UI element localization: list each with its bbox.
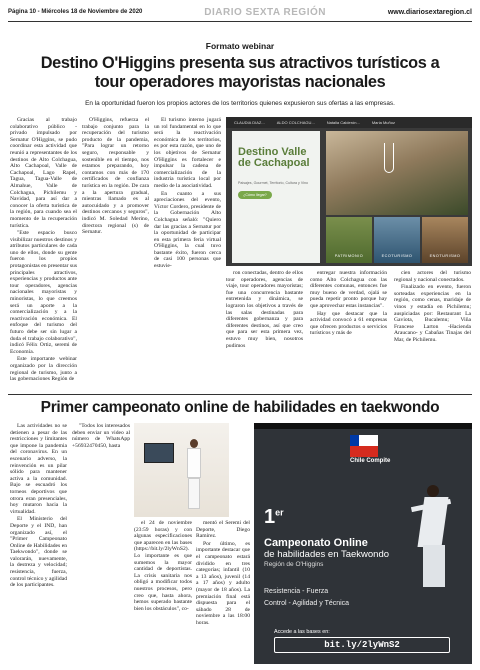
page-date: Página 10 - Miércoles 18 de Noviembre de 2020	[8, 9, 143, 15]
paragraph: Finalizado en evento, fueron sorteadas experiencias en la región, como cenas, maridaje de vinos y estadía en Pichilemu; auspiciadas por: Restaurant La Gaviota, Bucalemu; Viña Francese Larton -Hacienda Araucano- y Cabañas Tinajas del Mar, de Pichilemu.	[394, 284, 471, 343]
wine-glass-icon	[384, 143, 394, 173]
section-rule	[8, 394, 472, 395]
paragraph: Las actividades no se detienen a pesar de las restricciones y limitantes que impone la pandemia del coronavirus. En un escenario adverso, la reinvención es un pilar sólido para mantener activa a la comunidad. Bajo se escuadró los torneos deportivos que otrora eran presenciales, hoy mutaron hacia la virtualidad.	[10, 423, 67, 515]
tv-icon	[144, 443, 174, 463]
paragraph: Hay que destacar que la actividad convocó a 61 empresas que ofrecen productos o servicios turísticos y más de	[310, 310, 387, 337]
paragraph: O'Higgins, refuerza el trabajo conjunto para la recuperación del turismo producto de la pandemia, "Para lograr un retorno seguro, responsable y sostenible en el tiempo, nos estamos preparando, hoy contamos con más de 170 certificados de confianza turística en la región. De cara a la apertura gradual, mientras llamado es al autocuidado y a promover destinos cercanos y seguros", indicó M. Soledad Merino, directora regional (s) de Sernatur.	[82, 117, 149, 236]
participant-name: Maria Muñoz	[371, 120, 395, 125]
ad-cta: Accede a las bases en:	[274, 629, 330, 635]
paragraph: El turismo interno jugará un rol fundamental en lo que será la reactivación económica de los territorios, es por esta razón, que uno de los objetivos de Sernatur O'Higgins es fortalecer e impulsar la cadena de comercialización de la industria turística local por medio de la asociatividad.	[154, 117, 221, 189]
flag-blue	[350, 435, 359, 446]
paragraph: En cuanto a sus apreciaciones del evento, Víctor Cordero, presidente de la Gobernación Alto Colchagua señaló: "Quiero dar las gracias a Sernatur por la oportunidad de participar en esta primera feria virtual O'Higgins, la cual tuvo bastante éxito, fueron cerca de casi 100 personas que estuvie-	[154, 190, 221, 270]
ad-title: Campeonato Online	[264, 537, 368, 549]
article1-subhead: En la oportunidad fueron los propios actores de los territorios quienes expusieron sus ofertas a las empresas.	[85, 100, 395, 107]
athlete-body	[187, 448, 201, 478]
ordinal-number: 1	[264, 506, 276, 528]
ad-skills-1: Resistencia - Fuerza	[264, 588, 329, 595]
article1-headline: Destino O'Higgins presenta sus atractivos turísticos a tour operadores mayoristas nacionales	[40, 53, 440, 91]
tile-enoturismo[interactable]: ENOTURISMO	[422, 217, 468, 263]
masthead: DIARIO SEXTA REGIÓN	[204, 6, 326, 18]
paragraph: cien actores del turismo regional y nacional conectados.	[394, 270, 471, 283]
participant-name: Natalia Calderón...	[326, 120, 360, 125]
paragraph: Por último, es importante destacar que el campeonato estará dividido en tres categorías; infantil (10 a 13 años), juvenil (14 a 17 años) y adulto (mayor de 18 años). La premiación final está dispuesta para el sábado 28 de noviembre a las 18:00 horas.	[196, 540, 250, 626]
participant-name: ALDO COLCHAGU...	[276, 120, 315, 125]
chile-compite-logo: Chile Compite	[350, 458, 391, 464]
paragraph: Este importante webinar organizado por la dirección regional de turismo, junto a las gobernaciones Región de	[10, 356, 77, 383]
paragraph: ron conectadas, dentro de ellos tour operadores, agencias de viaje, tour operadores mayoristas; fue una concurrencia bastante entretenida y dinámica, se lograron los objetivos a través de las salas destinadas para diferentes gobernanza y para diferentes destinos, así que creo que para ser esta primera vez, estuvo muy bien, nosotros pudimos	[226, 270, 303, 349]
athlete-head	[427, 485, 439, 497]
athlete-kick-figure	[409, 481, 457, 591]
article1-kicker: Formato webinar	[205, 41, 275, 51]
paragraph: "Este espacio busco visibilizar nuestros destinos y atributos particulares de cada uno de ellos, donde su gente fueron los propios protagonistas en presentar sus principales atractivos, experiencias y productos ante tour operadores, agencias nacionales mayoristas y minoristas, lo que creemos será un aporte a la comercialización y a la reactivación económica. El enfoque del turismo del futuro debe ser sin lugar a duda el trabajo colaborativo", indicó Félix Ortiz, seremi de Economía.	[10, 230, 77, 355]
flag-red	[350, 446, 378, 457]
athlete-legs	[188, 478, 200, 509]
how-to-arrive-button[interactable]: ¿Cómo llegar?	[238, 191, 272, 199]
header-rule	[8, 21, 472, 22]
paragraph: El Ministerio del Deporte y el IND, han organizado así, el "Primer Campeonato Online de Habilidades en Taekwondo", donde se valorarán, nuevamente, la destreza y velocidad; resistencia, fuerza, control técnico y agilidad de los participantes.	[10, 516, 67, 589]
article2-column-4	[196, 520, 250, 664]
ad-url-link[interactable]: bit.ly/2lyWnS2	[274, 637, 450, 653]
destination-title: Destino Valle de Cachapoal	[238, 146, 310, 169]
page-header	[8, 4, 472, 20]
article1-column-5	[310, 270, 387, 390]
webinar-screenshot	[226, 117, 472, 266]
athlete-figure	[186, 439, 202, 509]
paragraph: "Todos los interesados deben enviar un video al número de WhatsApp +56932470450, hasta	[72, 423, 130, 449]
article2-column-3	[134, 520, 192, 664]
tile-patrimonio[interactable]: PATRIMONIO	[326, 217, 372, 263]
article2-column-2	[72, 423, 130, 664]
article1-column-6	[394, 270, 471, 390]
article1-column-3	[154, 117, 221, 389]
ad-top-stripe	[254, 423, 472, 429]
tile-ecoturismo[interactable]: ECOTURISMO	[374, 217, 420, 263]
chile-flag-icon	[350, 435, 378, 457]
article1-column-1	[10, 117, 77, 389]
wine-photo	[326, 131, 468, 215]
flag-white	[359, 435, 378, 446]
ad-skills-2: Control - Agilidad y Técnica	[264, 600, 350, 607]
taekwondo-ad	[254, 423, 472, 664]
category-tiles	[326, 217, 468, 263]
ordinal-suffix: er	[275, 507, 284, 518]
article1-column-4	[226, 270, 303, 390]
website-link[interactable]: www.diariosextaregion.cl	[387, 8, 472, 16]
ad-region: Región de O'Higgins	[264, 561, 324, 568]
destination-tagline: Paisajes, Gourmet, Territorio, Cultura y Vino	[238, 181, 308, 185]
paragraph: mentó el Seremi del Deporte, Diego Ramírez.	[196, 520, 250, 540]
ad-ordinal	[264, 506, 284, 529]
paragraph: el 24 de noviembre (23:59 horas) y con algunas especificaciones que aparecen en las bases (https://bit.ly/2lyWnS2). Lo importante es que sumemos la mayor cantidad de deportistas. La crisis sanitaria nos obligó a modificar todos nuestros procesos, pero creo que, hasta ahora, hemos superado bastante bien los obstáculos", co-	[134, 520, 192, 612]
paragraph: Gracias al trabajo colaborativo público - privado impulsado por Sernatur O'Higgins, se pudo coordinar esta actividad que reunió a representantes de los destinos de Alto Colchagua, Alto Cachapoal, Valle de Cachapoal, Lago Rapel, Tagua, Tagua-Valle de Almahue, Valle de Colchagua, Pichilemu y Navidad, para así dar a conocer la oferta turística de la región, para cuando sea el momento de la recuperación turística.	[10, 117, 77, 229]
taekwondo-photo	[134, 423, 229, 517]
ad-subtitle: de habilidades en Taekwondo	[264, 549, 390, 560]
article1-column-2	[82, 117, 149, 389]
participant-bar	[226, 117, 472, 128]
athlete-legs	[423, 545, 445, 587]
paragraph: entregar nuestra información como Alto Colchagua con las diferentes comunas, entonces fue muy bueno de verdad, ojalá se pueda repetir pronto porque hay que aprovechar estas instancias".	[310, 270, 387, 309]
athlete-head	[190, 439, 198, 448]
participant-name: CLAUDIA DIAZ...	[234, 120, 265, 125]
article2-column-1	[10, 423, 67, 664]
article2-headline: Primer campeonato online de habilidades en taekwondo	[40, 399, 440, 416]
destination-panel	[232, 131, 320, 263]
